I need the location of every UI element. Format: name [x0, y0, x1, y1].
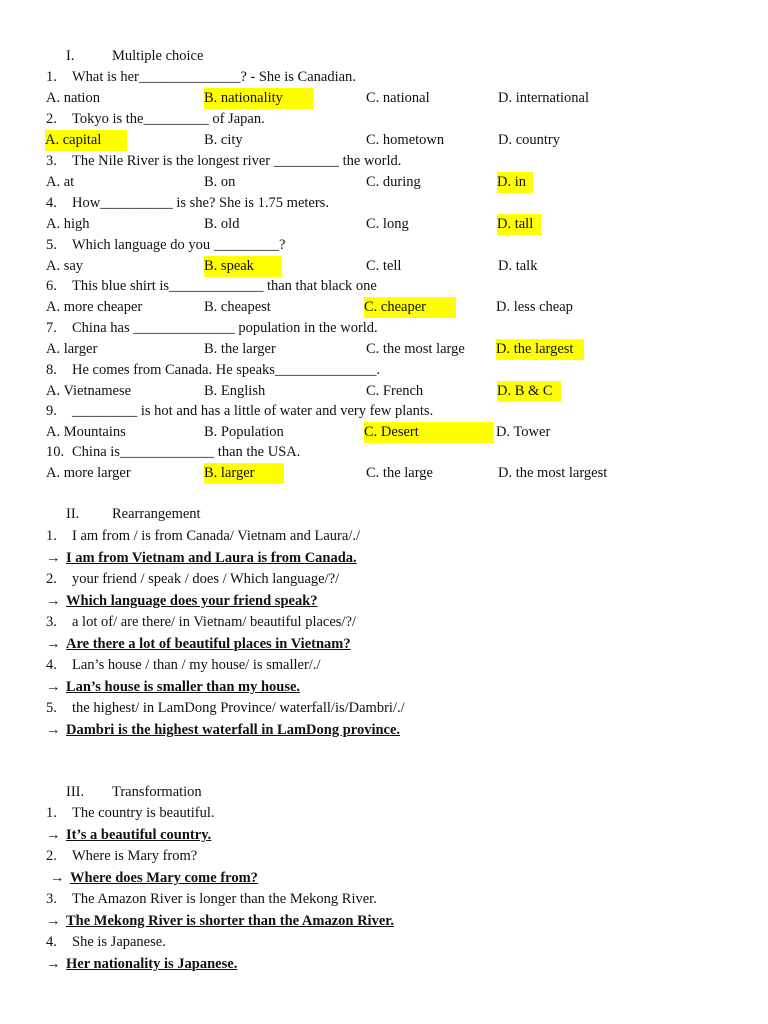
option-d-correct: D. the largest [496, 339, 584, 360]
question-4 [0, 193, 768, 214]
question-2 [0, 109, 768, 130]
text-sections-mc-num: I. [66, 48, 75, 64]
option-d-correct: D. tall [497, 214, 541, 235]
text-rearrangement-2-n: 3. [46, 614, 57, 630]
option-d: D. talk [498, 258, 538, 274]
text-sections-mc-title: Multiple choice [112, 48, 204, 64]
question-9 [0, 401, 768, 422]
arrow-icon: → [46, 636, 61, 652]
text-transformation-2-n: 3. [46, 891, 57, 907]
text-rearrangement-4-a: Dambri is the highest waterfall in LamDong province. [66, 722, 401, 738]
option-a: A. high [46, 216, 90, 232]
options-3 [0, 172, 768, 193]
option-d: D. less cheap [496, 299, 573, 315]
text-multiple_choice-6-q: China has ______________ population in the world. [72, 320, 378, 336]
transform-prompt-3 [0, 889, 768, 910]
text-multiple_choice-0-n: 1. [46, 69, 57, 85]
text-rearrangement-2-a: Are there a lot of beautiful places in Vietnam? [66, 636, 351, 652]
option-b-correct: B. larger [204, 463, 284, 484]
text-sections-trans-num: III. [66, 784, 85, 800]
text-transformation-2-a: The Mekong River is shorter than the Amazon River. [66, 913, 394, 929]
option-c: C. tell [366, 258, 402, 274]
text-multiple_choice-3-n: 4. [46, 195, 57, 211]
option-a: A. more larger [46, 465, 131, 481]
text-multiple_choice-8-n: 9. [46, 403, 57, 419]
text-multiple_choice-0-q: What is her______________? - She is Canadian. [72, 69, 356, 85]
question-1 [0, 67, 768, 88]
option-a: A. at [46, 174, 75, 190]
option-d: D. country [498, 132, 561, 148]
arrow-icon: → [46, 593, 61, 609]
option-b: B. cheapest [204, 299, 271, 315]
transform-prompt-4 [0, 932, 768, 953]
text-transformation-3-q: She is Japanese. [72, 934, 166, 950]
arrow-icon: → [46, 956, 61, 972]
transform-answer-3 [0, 911, 768, 932]
transform-answer-1 [0, 825, 768, 846]
option-c: C. long [366, 216, 409, 232]
option-c-correct: C. Desert [364, 422, 494, 443]
options-8 [0, 381, 768, 402]
rearrange-answer-4 [0, 677, 768, 698]
arrow-icon: → [46, 679, 61, 695]
rearrange-answer-3 [0, 634, 768, 655]
options-7 [0, 339, 768, 360]
option-b: B. the larger [204, 341, 276, 357]
text-sections-rearr-title: Rearrangement [112, 506, 201, 522]
option-c-correct: C. cheaper [364, 297, 456, 318]
text-sections-rearr-num: II. [66, 506, 80, 522]
option-c: C. the large [366, 465, 433, 481]
option-a: A. more cheaper [46, 299, 143, 315]
arrow-icon: → [46, 913, 61, 929]
arrow-icon: → [46, 722, 61, 738]
rearrange-prompt-4 [0, 655, 768, 676]
section-heading-multiple-choice [0, 46, 768, 67]
option-c: C. the most large [366, 341, 465, 357]
option-b-correct: B. nationality [204, 88, 314, 109]
text-multiple_choice-1-n: 2. [46, 111, 57, 127]
text-rearrangement-3-q: Lan’s house / than / my house/ is smaller/./ [72, 657, 321, 673]
transform-prompt-1 [0, 803, 768, 824]
option-d-correct: D. B & C [497, 381, 561, 402]
text-multiple_choice-8-q: _________ is hot and has a little of water and very few plants. [72, 403, 434, 419]
text-transformation-2-q: The Amazon River is longer than the Mekong River. [72, 891, 377, 907]
text-rearrangement-0-n: 1. [46, 528, 57, 544]
option-a: A. say [46, 258, 84, 274]
text-rearrangement-3-a: Lan’s house is smaller than my house. [66, 679, 301, 695]
option-a-correct: A. capital [45, 130, 127, 151]
option-c: C. during [366, 174, 421, 190]
text-rearrangement-1-n: 2. [46, 571, 57, 587]
option-a: A. larger [46, 341, 98, 357]
options-2 [0, 130, 768, 151]
option-d: D. the most largest [498, 465, 608, 481]
text-rearrangement-1-q: your friend / speak / does / Which language/?/ [72, 571, 340, 587]
text-rearrangement-3-n: 4. [46, 657, 57, 673]
rearrange-answer-5 [0, 720, 768, 741]
option-a: A. nation [46, 90, 100, 106]
arrow-icon: → [50, 870, 65, 886]
option-b-correct: B. speak [204, 256, 282, 277]
text-multiple_choice-6-n: 7. [46, 320, 57, 336]
text-multiple_choice-2-n: 3. [46, 153, 57, 169]
option-b: B. old [204, 216, 240, 232]
option-a: A. Vietnamese [46, 383, 132, 399]
text-transformation-0-q: The country is beautiful. [72, 805, 215, 821]
text-multiple_choice-4-n: 5. [46, 237, 57, 253]
transform-prompt-2 [0, 846, 768, 867]
text-multiple_choice-3-q: How__________ is she? She is 1.75 meters. [72, 195, 329, 211]
options-1 [0, 88, 768, 109]
rearrange-answer-2 [0, 591, 768, 612]
question-7 [0, 318, 768, 339]
text-transformation-3-n: 4. [46, 934, 57, 950]
transform-answer-2 [0, 868, 768, 889]
option-b: B. Population [204, 424, 284, 440]
arrow-icon: → [46, 550, 61, 566]
text-multiple_choice-9-n: 10. [46, 444, 65, 460]
option-b: B. city [204, 132, 243, 148]
option-d: D. international [498, 90, 590, 106]
options-4 [0, 214, 768, 235]
options-9 [0, 422, 768, 443]
text-rearrangement-0-a: I am from Vietnam and Laura is from Canada. [66, 550, 357, 566]
text-multiple_choice-5-n: 6. [46, 278, 57, 294]
option-c: C. national [366, 90, 430, 106]
text-multiple_choice-7-n: 8. [46, 362, 57, 378]
text-multiple_choice-1-q: Tokyo is the_________ of Japan. [72, 111, 265, 127]
options-5 [0, 256, 768, 277]
rearrange-prompt-1 [0, 526, 768, 547]
option-c: C. French [366, 383, 424, 399]
text-multiple_choice-4-q: Which language do you _________? [72, 237, 286, 253]
text-multiple_choice-9-q: China is_____________ than the USA. [72, 444, 301, 460]
option-d: D. Tower [496, 424, 551, 440]
question-5 [0, 235, 768, 256]
option-b: B. on [204, 174, 236, 190]
text-rearrangement-2-q: a lot of/ are there/ in Vietnam/ beautiful places/?/ [72, 614, 356, 630]
question-6 [0, 276, 768, 297]
text-rearrangement-4-q: the highest/ in LamDong Province/ waterfall/is/Dambri/./ [72, 700, 405, 716]
text-transformation-0-n: 1. [46, 805, 57, 821]
question-8 [0, 360, 768, 381]
text-rearrangement-4-n: 5. [46, 700, 57, 716]
question-3 [0, 151, 768, 172]
rearrange-prompt-3 [0, 612, 768, 633]
text-sections-trans-title: Transformation [112, 784, 202, 800]
text-rearrangement-0-q: I am from / is from Canada/ Vietnam and Laura/./ [72, 528, 360, 544]
text-multiple_choice-5-q: This blue shirt is_____________ than that black one [72, 278, 377, 294]
option-b: B. English [204, 383, 266, 399]
arrow-icon: → [46, 827, 61, 843]
text-multiple_choice-2-q: The Nile River is the longest river _________ the world. [72, 153, 402, 169]
section-heading-rearrangement [0, 504, 768, 525]
options-10 [0, 463, 768, 484]
rearrange-prompt-5 [0, 698, 768, 719]
question-10 [0, 442, 768, 463]
text-rearrangement-1-a: Which language does your friend speak? [66, 593, 318, 609]
text-transformation-3-a: Her nationality is Japanese. [66, 956, 238, 972]
text-multiple_choice-7-q: He comes from Canada. He speaks______________. [72, 362, 381, 378]
section-heading-transformation [0, 782, 768, 803]
transform-answer-4 [0, 954, 768, 975]
text-transformation-0-a: It’s a beautiful country. [66, 827, 212, 843]
rearrange-prompt-2 [0, 569, 768, 590]
option-c: C. hometown [366, 132, 445, 148]
text-transformation-1-n: 2. [46, 848, 57, 864]
options-6 [0, 297, 768, 318]
option-d-correct: D. in [497, 172, 533, 193]
option-a: A. Mountains [46, 424, 126, 440]
rearrange-answer-1 [0, 548, 768, 569]
text-transformation-1-a: Where does Mary come from? [70, 870, 258, 886]
text-transformation-1-q: Where is Mary from? [72, 848, 198, 864]
